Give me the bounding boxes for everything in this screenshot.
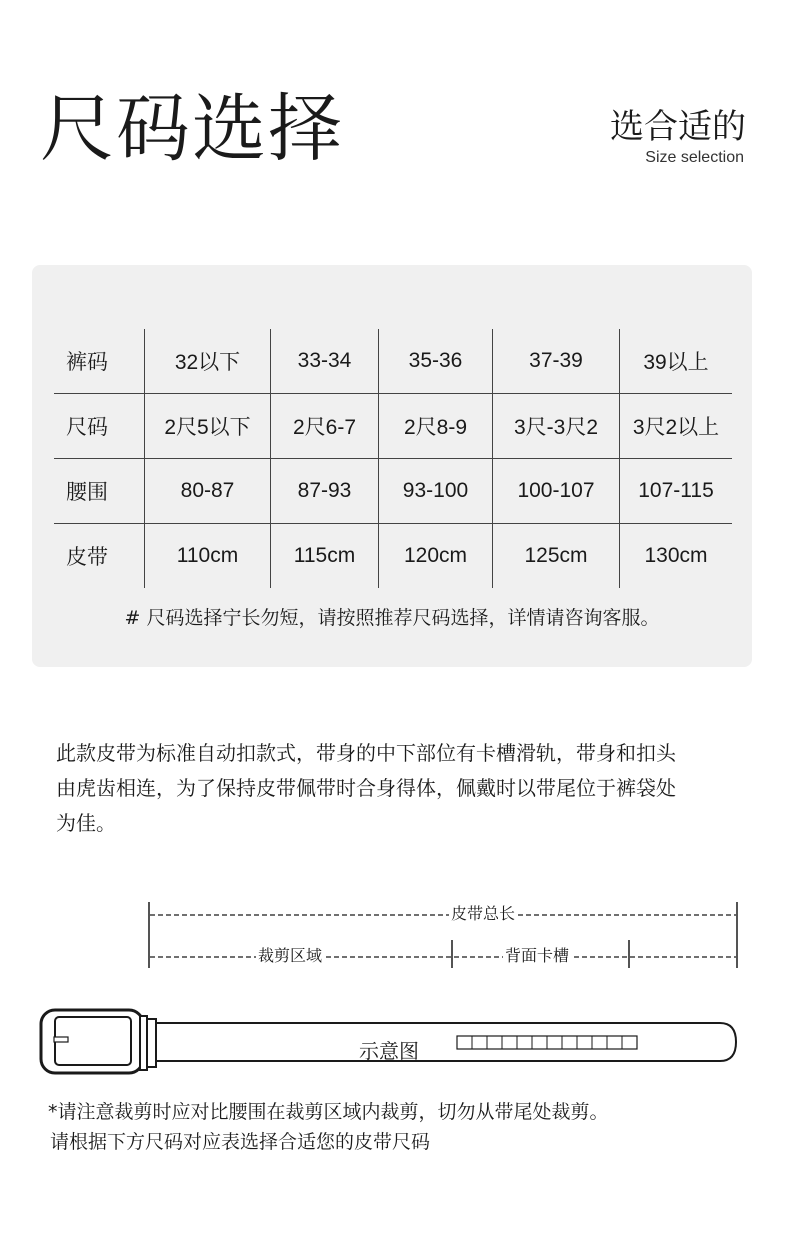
total-length-label: 皮带总长	[451, 904, 516, 923]
description-line: 为佳。	[56, 811, 116, 835]
size-table	[54, 329, 732, 588]
table-cell: 32以下	[145, 329, 271, 394]
belt-diagram	[0, 890, 790, 1090]
table-row-chi-size	[54, 394, 732, 459]
cutting-warning: *请注意裁剪时应对比腰围在裁剪区域内裁剪，切勿从带尾处裁剪。	[48, 1101, 609, 1123]
table-row-belt-length	[54, 524, 732, 589]
table-cell: 110cm	[145, 524, 271, 589]
description-line: 由虎齿相连，为了保持皮带佩带时合身得体，佩戴时以带尾位于裤袋处	[56, 776, 676, 800]
table-cell: 33-34	[271, 329, 379, 394]
table-cell: 107-115	[620, 459, 733, 524]
table-cell: 35-36	[379, 329, 493, 394]
table-cell: 125cm	[493, 524, 620, 589]
size-instruction: 请根据下方尺码对应表选择合适您的皮带尺码	[50, 1131, 431, 1153]
table-cell: 2尺6-7	[271, 394, 379, 459]
row-header: 皮带	[54, 524, 145, 589]
table-cell: 39以上	[620, 329, 733, 394]
table-cell: 2尺5以下	[145, 394, 271, 459]
page-title: 尺码选择	[40, 86, 344, 172]
table-cell: 3尺2以上	[620, 394, 733, 459]
row-header: 裤码	[66, 351, 108, 374]
subtitle-en: Size selection	[645, 149, 744, 166]
table-cell: 37-39	[493, 329, 620, 394]
table-cell: 2尺8-9	[379, 394, 493, 459]
row-header: 腰围	[54, 459, 145, 524]
slot-track	[457, 1036, 637, 1049]
size-table-panel	[32, 265, 752, 667]
description-line: 此款皮带为标准自动扣款式，带身的中下部位有卡槽滑轨，带身和扣头	[56, 741, 676, 765]
back-slot-label: 背面卡槽	[505, 946, 570, 965]
table-note: # 尺码选择宁长勿短，请按照推荐尺码选择，详情请咨询客服。	[124, 607, 660, 629]
belt-diagram-label: 示意图	[359, 1039, 419, 1063]
product-description	[56, 736, 746, 841]
row-header: 尺码	[54, 394, 145, 459]
table-row-pants-size	[54, 329, 732, 394]
table-cell: 115cm	[271, 524, 379, 589]
table-cell: 120cm	[379, 524, 493, 589]
table-cell: 93-100	[379, 459, 493, 524]
table-cell: 130cm	[620, 524, 733, 589]
table-cell: 80-87	[145, 459, 271, 524]
table-cell: 100-107	[493, 459, 620, 524]
table-cell: 87-93	[271, 459, 379, 524]
table-cell: 3尺-3尺2	[493, 394, 620, 459]
cut-area-label: 裁剪区域	[258, 946, 323, 965]
table-row-waist	[54, 459, 732, 524]
subtitle-cn: 选合适的	[610, 107, 746, 147]
